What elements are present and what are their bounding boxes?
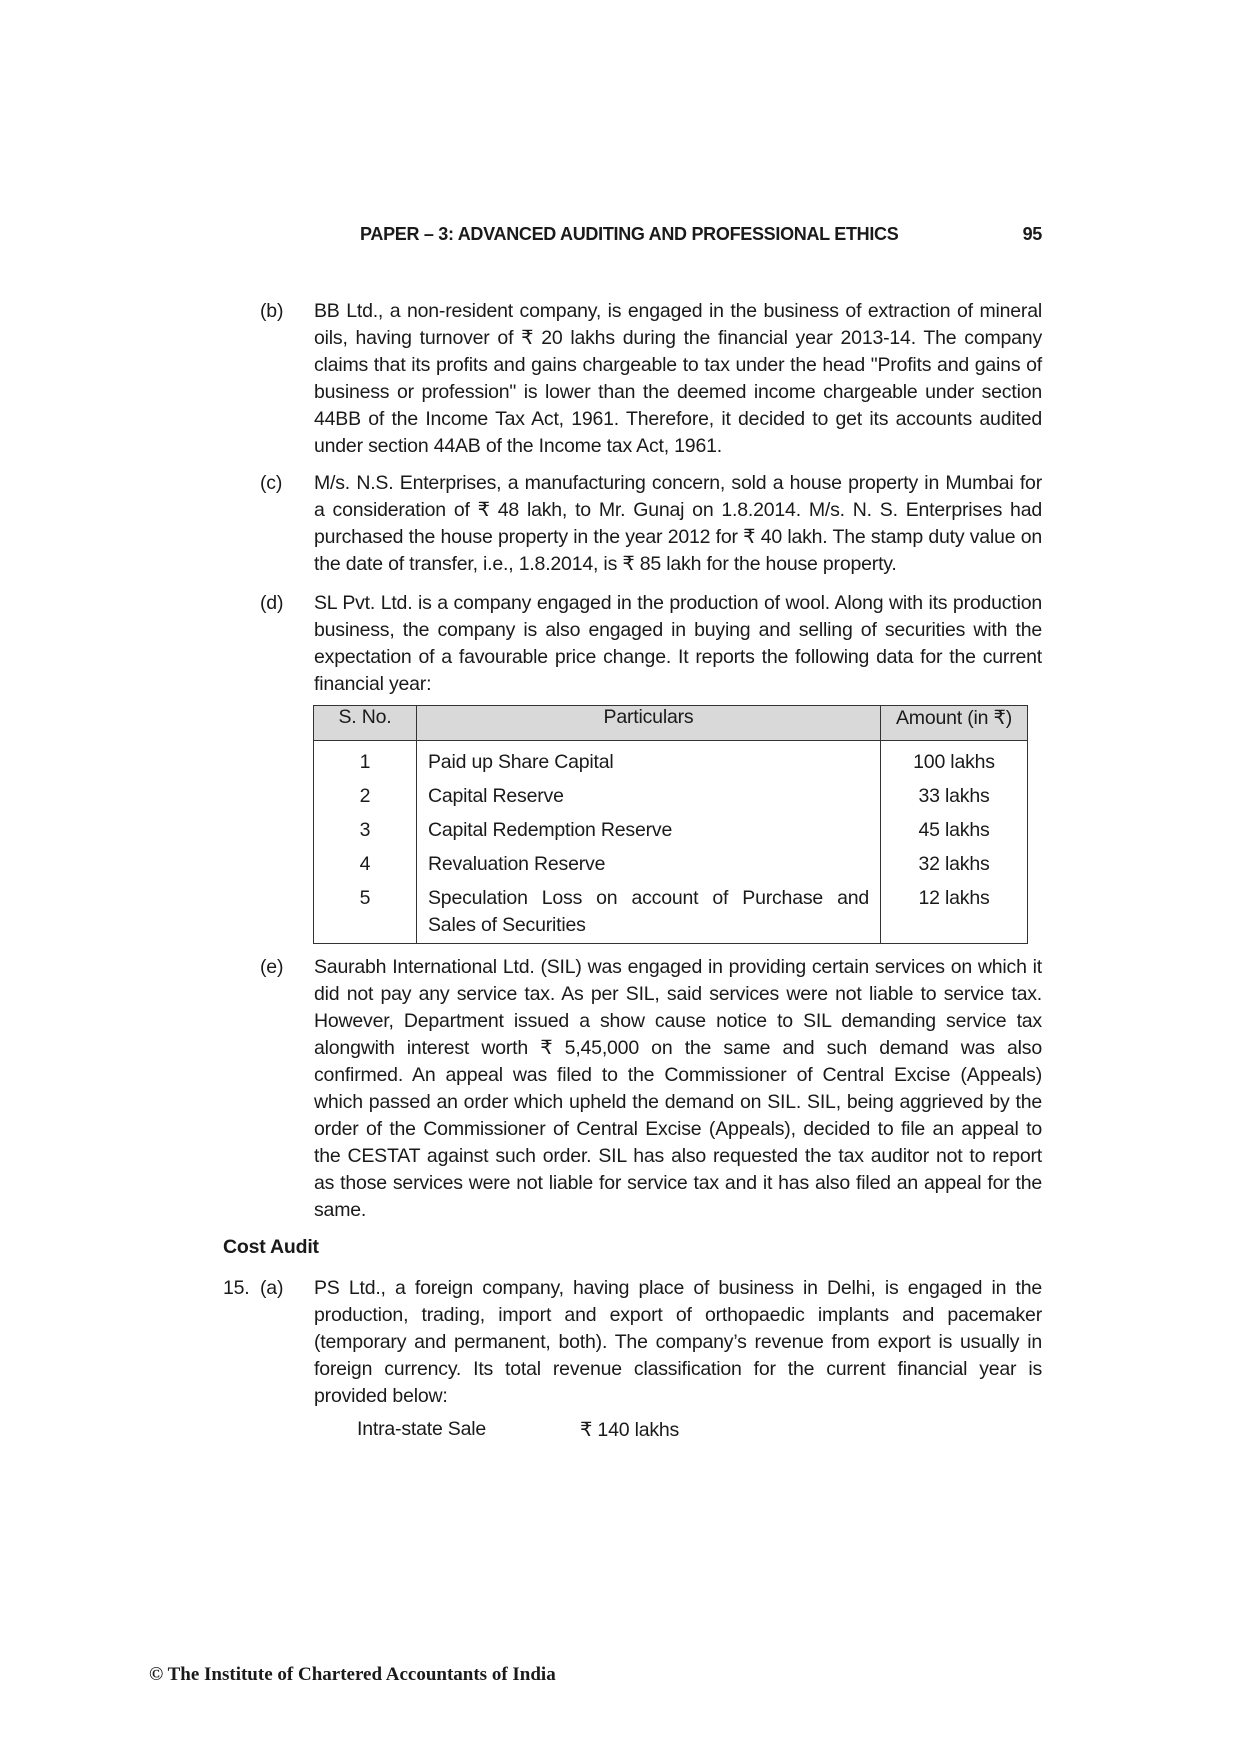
item-text: BB Ltd., a non-resident company, is engaged in the business of extraction of mineral oils, having turnover of ₹ 20 lakhs during the financial year 2013-14. The company claims that its profits and gains chargeable to tax under the head "Profits and gains of business or profession" is lower than the deemed income chargeable under section 44BB of the Income Tax Act, 1961. Therefore, it decided to get its accounts audited under section 44AB of the Income tax Act, 1961. xyxy=(314,300,1042,457)
item-marker: (d) xyxy=(260,592,284,614)
question-item-c xyxy=(260,470,1042,578)
page-number: 95 xyxy=(1022,224,1042,244)
question-item-d xyxy=(260,590,1042,698)
cell-amount: 33 lakhs xyxy=(881,779,1028,813)
table-row xyxy=(314,779,1028,813)
table-row xyxy=(314,813,1028,847)
question-15a xyxy=(223,1275,1042,1410)
cell-amount: 32 lakhs xyxy=(881,847,1028,881)
cell-sno: 3 xyxy=(314,813,417,847)
section-heading-cost-audit: Cost Audit xyxy=(223,1236,319,1258)
cell-amount: 45 lakhs xyxy=(881,813,1028,847)
page-header xyxy=(360,224,1042,248)
item-marker: (a) xyxy=(260,1277,284,1299)
item-marker: (c) xyxy=(260,472,283,494)
column-header-amount: Amount (in ₹) xyxy=(881,706,1028,741)
table-header-row xyxy=(314,706,1028,741)
cell-sno: 4 xyxy=(314,847,417,881)
paper-title: PAPER – 3: ADVANCED AUDITING AND PROFESSIONAL ETHICS xyxy=(360,224,899,244)
column-header-sno: S. No. xyxy=(314,706,417,741)
revenue-value: ₹ 140 lakhs xyxy=(580,1419,680,1441)
item-text: Saurabh International Ltd. (SIL) was engaged in providing certain services on which it did not pay any service tax. As per SIL, said services were not liable to service tax. However, Department issued a show cause notice to SIL demanding service tax alongwith interest worth ₹ 5,45,000 on the same and such demand was also confirmed. An appeal was filed to the Commissioner of Central Excise (Appeals) which passed an order which upheld the demand on SIL. SIL, being aggrieved by the order of the Commissioner of Central Excise (Appeals), decided to file an appeal to the CESTAT against such order. SIL has also requested the tax auditor not to report as those services were not liable for service tax and it has also filed an appeal for the same. xyxy=(314,956,1042,1221)
question-item-b xyxy=(260,298,1042,460)
cell-particulars: Capital Reserve xyxy=(417,779,881,813)
item-text: M/s. N.S. Enterprises, a manufacturing concern, sold a house property in Mumbai for a consideration of ₹ 48 lakh, to Mr. Gunaj on 1.8.2014. M/s. N. S. Enterprises had purchased the house property in the year 2012 for ₹ 40 lakh. The stamp duty value on the date of transfer, i.e., 1.8.2014, is ₹ 85 lakh for the house property. xyxy=(314,472,1042,575)
item-text: PS Ltd., a foreign company, having place of business in Delhi, is engaged in the production, trading, import and export of orthopaedic implants and pacemaker (temporary and permanent, both). The company’s revenue from export is usually in foreign currency. Its total revenue classification for the current financial year is provided below: xyxy=(314,1277,1042,1407)
cell-sno: 1 xyxy=(314,741,417,780)
table-row xyxy=(314,881,1028,944)
revenue-label: Intra-state Sale xyxy=(357,1418,487,1440)
question-item-e xyxy=(260,954,1042,1224)
cell-particulars: Capital Redemption Reserve xyxy=(417,813,881,847)
cell-particulars: Paid up Share Capital xyxy=(417,741,881,780)
table-row xyxy=(314,741,1028,780)
cell-amount: 12 lakhs xyxy=(881,881,1028,944)
item-marker: (e) xyxy=(260,956,284,978)
question-number: 15. xyxy=(223,1277,250,1299)
cell-particulars: Speculation Loss on account of Purchase and Sales of Securities xyxy=(417,881,881,944)
financial-data-table xyxy=(313,705,1028,944)
item-text: SL Pvt. Ltd. is a company engaged in the production of wool. Along with its production business, the company is also engaged in buying and selling of securities with the expectation of a favourable price change. It reports the following data for the current financial year: xyxy=(314,592,1042,695)
cell-sno: 2 xyxy=(314,779,417,813)
table-row xyxy=(314,847,1028,881)
cell-particulars: Revaluation Reserve xyxy=(417,847,881,881)
item-marker: (b) xyxy=(260,300,284,322)
column-header-particulars: Particulars xyxy=(417,706,881,741)
cell-amount: 100 lakhs xyxy=(881,741,1028,780)
cell-sno: 5 xyxy=(314,881,417,944)
copyright-footer: © The Institute of Chartered Accountants of India xyxy=(149,1664,556,1685)
